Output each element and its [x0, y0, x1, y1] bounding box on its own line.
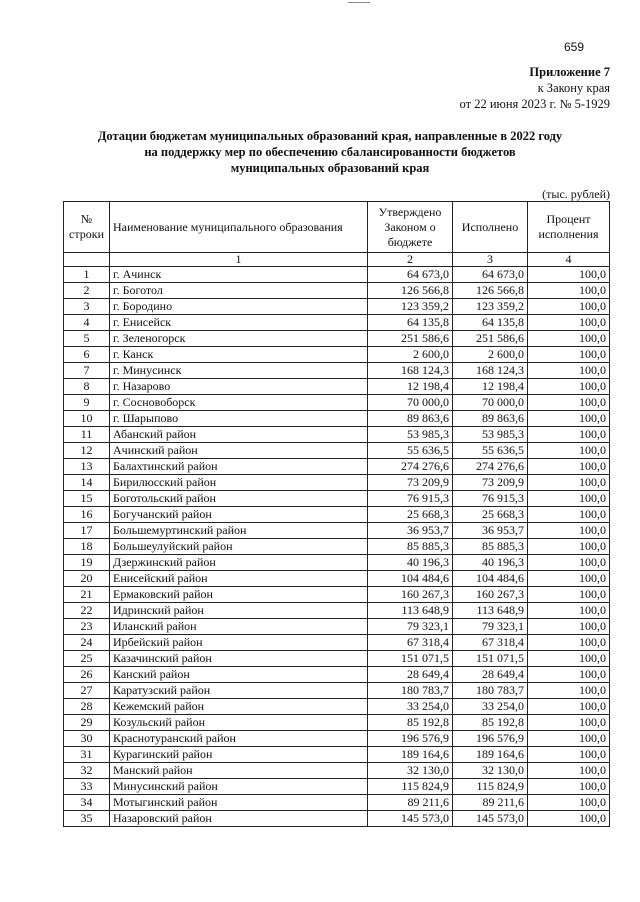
row-executed: 168 124,3 [453, 363, 528, 379]
row-percent: 100,0 [528, 347, 610, 363]
row-name: Бирилюсский район [110, 475, 368, 491]
row-executed: 33 254,0 [453, 699, 528, 715]
table-row [64, 363, 610, 379]
row-approved: 104 484,6 [368, 571, 453, 587]
row-name: г. Назарово [110, 379, 368, 395]
header-percent: Процент исполнения [528, 202, 610, 253]
row-percent: 100,0 [528, 507, 610, 523]
row-executed: 64 135,8 [453, 315, 528, 331]
row-number: 28 [64, 699, 110, 715]
row-name: Назаровский район [110, 811, 368, 827]
index-cell: 1 [110, 253, 368, 267]
row-approved: 115 824,9 [368, 779, 453, 795]
row-percent: 100,0 [528, 587, 610, 603]
row-executed: 64 673,0 [453, 267, 528, 283]
row-name: Краснотуранский район [110, 731, 368, 747]
row-executed: 12 198,4 [453, 379, 528, 395]
title-line-3: муниципальных образований края [230, 161, 430, 175]
row-percent: 100,0 [528, 379, 610, 395]
row-percent: 100,0 [528, 715, 610, 731]
table-row [64, 811, 610, 827]
row-number: 29 [64, 715, 110, 731]
row-approved: 89 863,6 [368, 411, 453, 427]
row-approved: 274 276,6 [368, 459, 453, 475]
row-number: 15 [64, 491, 110, 507]
row-approved: 126 566,8 [368, 283, 453, 299]
row-percent: 100,0 [528, 267, 610, 283]
row-name: Каратузский район [110, 683, 368, 699]
row-executed: 2 600,0 [453, 347, 528, 363]
table-row [64, 459, 610, 475]
row-executed: 55 636,5 [453, 443, 528, 459]
row-approved: 67 318,4 [368, 635, 453, 651]
row-executed: 70 000,0 [453, 395, 528, 411]
row-number: 2 [64, 283, 110, 299]
table-row [64, 587, 610, 603]
index-cell: 3 [453, 253, 528, 267]
row-executed: 85 885,3 [453, 539, 528, 555]
table-row [64, 411, 610, 427]
row-executed: 89 863,6 [453, 411, 528, 427]
row-number: 32 [64, 763, 110, 779]
row-number: 17 [64, 523, 110, 539]
index-blank [64, 253, 110, 267]
row-name: г. Зеленогорск [110, 331, 368, 347]
table-row [64, 747, 610, 763]
row-name: Казачинский район [110, 651, 368, 667]
table-row [64, 763, 610, 779]
row-name: Ермаковский район [110, 587, 368, 603]
subsidies-table [63, 201, 610, 827]
row-percent: 100,0 [528, 427, 610, 443]
row-percent: 100,0 [528, 491, 610, 507]
table-row [64, 603, 610, 619]
row-number: 21 [64, 587, 110, 603]
row-number: 6 [64, 347, 110, 363]
row-approved: 196 576,9 [368, 731, 453, 747]
row-number: 19 [64, 555, 110, 571]
row-executed: 40 196,3 [453, 555, 528, 571]
row-approved: 25 668,3 [368, 507, 453, 523]
table-row [64, 699, 610, 715]
row-name: Ачинский район [110, 443, 368, 459]
table-row [64, 443, 610, 459]
row-executed: 113 648,9 [453, 603, 528, 619]
row-approved: 113 648,9 [368, 603, 453, 619]
row-executed: 32 130,0 [453, 763, 528, 779]
table-row [64, 667, 610, 683]
row-executed: 251 586,6 [453, 331, 528, 347]
row-approved: 76 915,3 [368, 491, 453, 507]
table-row [64, 475, 610, 491]
row-executed: 115 824,9 [453, 779, 528, 795]
row-number: 25 [64, 651, 110, 667]
appendix-law: к Закону края [537, 81, 610, 95]
row-executed: 180 783,7 [453, 683, 528, 699]
row-executed: 274 276,6 [453, 459, 528, 475]
row-percent: 100,0 [528, 795, 610, 811]
row-approved: 145 573,0 [368, 811, 453, 827]
row-approved: 64 135,8 [368, 315, 453, 331]
row-percent: 100,0 [528, 667, 610, 683]
row-name: Мотыгинский район [110, 795, 368, 811]
row-percent: 100,0 [528, 699, 610, 715]
row-approved: 36 953,7 [368, 523, 453, 539]
row-name: г. Ачинск [110, 267, 368, 283]
title-line-2: на поддержку мер по обеспечению сбалансированности бюджетов [144, 145, 516, 159]
row-name: Курагинский район [110, 747, 368, 763]
row-percent: 100,0 [528, 395, 610, 411]
row-name: Минусинский район [110, 779, 368, 795]
row-percent: 100,0 [528, 651, 610, 667]
row-name: Канский район [110, 667, 368, 683]
row-name: Идринский район [110, 603, 368, 619]
row-number: 5 [64, 331, 110, 347]
row-number: 34 [64, 795, 110, 811]
row-number: 3 [64, 299, 110, 315]
row-percent: 100,0 [528, 619, 610, 635]
header-name: Наименование муниципального образования [110, 202, 368, 253]
row-percent: 100,0 [528, 811, 610, 827]
title-line-1: Дотации бюджетам муниципальных образований края, направленные в 2022 году [97, 129, 563, 143]
table-row [64, 555, 610, 571]
table-row [64, 571, 610, 587]
row-approved: 89 211,6 [368, 795, 453, 811]
row-percent: 100,0 [528, 443, 610, 459]
row-number: 8 [64, 379, 110, 395]
row-number: 14 [64, 475, 110, 491]
row-name: г. Минусинск [110, 363, 368, 379]
row-percent: 100,0 [528, 459, 610, 475]
row-number: 33 [64, 779, 110, 795]
row-number: 10 [64, 411, 110, 427]
row-approved: 12 198,4 [368, 379, 453, 395]
row-percent: 100,0 [528, 539, 610, 555]
row-approved: 53 985,3 [368, 427, 453, 443]
row-number: 13 [64, 459, 110, 475]
table-row [64, 283, 610, 299]
table-row [64, 347, 610, 363]
row-name: г. Сосновоборск [110, 395, 368, 411]
row-name: Богучанский район [110, 507, 368, 523]
row-number: 1 [64, 267, 110, 283]
row-executed: 104 484,6 [453, 571, 528, 587]
row-number: 9 [64, 395, 110, 411]
row-executed: 89 211,6 [453, 795, 528, 811]
row-approved: 28 649,4 [368, 667, 453, 683]
row-name: Балахтинский район [110, 459, 368, 475]
row-name: Боготольский район [110, 491, 368, 507]
row-approved: 251 586,6 [368, 331, 453, 347]
row-executed: 160 267,3 [453, 587, 528, 603]
table-row [64, 683, 610, 699]
row-executed: 79 323,1 [453, 619, 528, 635]
row-name: Большеулуйский район [110, 539, 368, 555]
table-row [64, 379, 610, 395]
row-number: 31 [64, 747, 110, 763]
row-name: Иланский район [110, 619, 368, 635]
row-number: 16 [64, 507, 110, 523]
row-approved: 55 636,5 [368, 443, 453, 459]
row-name: Кежемский район [110, 699, 368, 715]
row-approved: 151 071,5 [368, 651, 453, 667]
row-number: 20 [64, 571, 110, 587]
row-approved: 180 783,7 [368, 683, 453, 699]
row-number: 11 [64, 427, 110, 443]
row-name: г. Бородино [110, 299, 368, 315]
row-executed: 85 192,8 [453, 715, 528, 731]
row-number: 27 [64, 683, 110, 699]
row-percent: 100,0 [528, 283, 610, 299]
row-number: 26 [64, 667, 110, 683]
row-name: г. Канск [110, 347, 368, 363]
appendix-block [460, 64, 610, 112]
row-number: 35 [64, 811, 110, 827]
row-percent: 100,0 [528, 299, 610, 315]
appendix-title: Приложение 7 [529, 65, 610, 79]
scan-edge-mark [348, 2, 370, 3]
row-executed: 145 573,0 [453, 811, 528, 827]
row-percent: 100,0 [528, 731, 610, 747]
table-row [64, 491, 610, 507]
appendix-date: от 22 июня 2023 г. № 5-1929 [459, 97, 610, 111]
table-row [64, 539, 610, 555]
row-executed: 67 318,4 [453, 635, 528, 651]
row-approved: 33 254,0 [368, 699, 453, 715]
row-approved: 85 885,3 [368, 539, 453, 555]
row-approved: 73 209,9 [368, 475, 453, 491]
table-row [64, 715, 610, 731]
units-label: (тыс. рублей) [542, 187, 610, 201]
row-name: Козульский район [110, 715, 368, 731]
row-number: 12 [64, 443, 110, 459]
row-executed: 25 668,3 [453, 507, 528, 523]
row-percent: 100,0 [528, 315, 610, 331]
row-approved: 160 267,3 [368, 587, 453, 603]
table-row [64, 523, 610, 539]
table-row [64, 427, 610, 443]
row-executed: 196 576,9 [453, 731, 528, 747]
row-percent: 100,0 [528, 523, 610, 539]
row-percent: 100,0 [528, 555, 610, 571]
row-executed: 28 649,4 [453, 667, 528, 683]
row-number: 7 [64, 363, 110, 379]
row-percent: 100,0 [528, 747, 610, 763]
row-name: г. Боготол [110, 283, 368, 299]
row-number: 18 [64, 539, 110, 555]
row-percent: 100,0 [528, 571, 610, 587]
row-approved: 123 359,2 [368, 299, 453, 315]
row-name: г. Шарыпово [110, 411, 368, 427]
row-executed: 189 164,6 [453, 747, 528, 763]
row-name: Ирбейский район [110, 635, 368, 651]
row-number: 24 [64, 635, 110, 651]
row-name: Манский район [110, 763, 368, 779]
header-executed: Исполнено [453, 202, 528, 253]
row-name: Енисейский район [110, 571, 368, 587]
row-percent: 100,0 [528, 763, 610, 779]
column-index-row [64, 253, 610, 267]
row-name: Дзержинский район [110, 555, 368, 571]
table-row [64, 395, 610, 411]
row-number: 30 [64, 731, 110, 747]
row-approved: 70 000,0 [368, 395, 453, 411]
table-row [64, 619, 610, 635]
row-executed: 123 359,2 [453, 299, 528, 315]
table-row [64, 635, 610, 651]
row-number: 4 [64, 315, 110, 331]
row-number: 23 [64, 619, 110, 635]
table-header-row [64, 202, 610, 253]
table-row [64, 331, 610, 347]
table-row [64, 299, 610, 315]
row-name: Абанский район [110, 427, 368, 443]
header-approved: Утверждено Законом о бюджете [368, 202, 453, 253]
row-name: г. Енисейск [110, 315, 368, 331]
row-number: 22 [64, 603, 110, 619]
table-row [64, 779, 610, 795]
row-percent: 100,0 [528, 363, 610, 379]
header-row-number: № строки [64, 202, 110, 253]
row-approved: 168 124,3 [368, 363, 453, 379]
table-row [64, 507, 610, 523]
row-executed: 151 071,5 [453, 651, 528, 667]
row-executed: 53 985,3 [453, 427, 528, 443]
row-approved: 79 323,1 [368, 619, 453, 635]
row-percent: 100,0 [528, 331, 610, 347]
index-cell: 4 [528, 253, 610, 267]
row-percent: 100,0 [528, 411, 610, 427]
row-approved: 64 673,0 [368, 267, 453, 283]
document-title [40, 128, 620, 176]
table-row [64, 315, 610, 331]
row-executed: 76 915,3 [453, 491, 528, 507]
row-approved: 32 130,0 [368, 763, 453, 779]
row-percent: 100,0 [528, 603, 610, 619]
row-executed: 126 566,8 [453, 283, 528, 299]
row-name: Большемуртинский район [110, 523, 368, 539]
row-percent: 100,0 [528, 475, 610, 491]
row-percent: 100,0 [528, 779, 610, 795]
row-approved: 189 164,6 [368, 747, 453, 763]
row-executed: 36 953,7 [453, 523, 528, 539]
page-number: 659 [564, 40, 585, 54]
row-percent: 100,0 [528, 635, 610, 651]
index-cell: 2 [368, 253, 453, 267]
table-row [64, 267, 610, 283]
row-percent: 100,0 [528, 683, 610, 699]
row-executed: 73 209,9 [453, 475, 528, 491]
row-approved: 85 192,8 [368, 715, 453, 731]
table-row [64, 651, 610, 667]
table-row [64, 795, 610, 811]
row-approved: 40 196,3 [368, 555, 453, 571]
table-row [64, 731, 610, 747]
row-approved: 2 600,0 [368, 347, 453, 363]
